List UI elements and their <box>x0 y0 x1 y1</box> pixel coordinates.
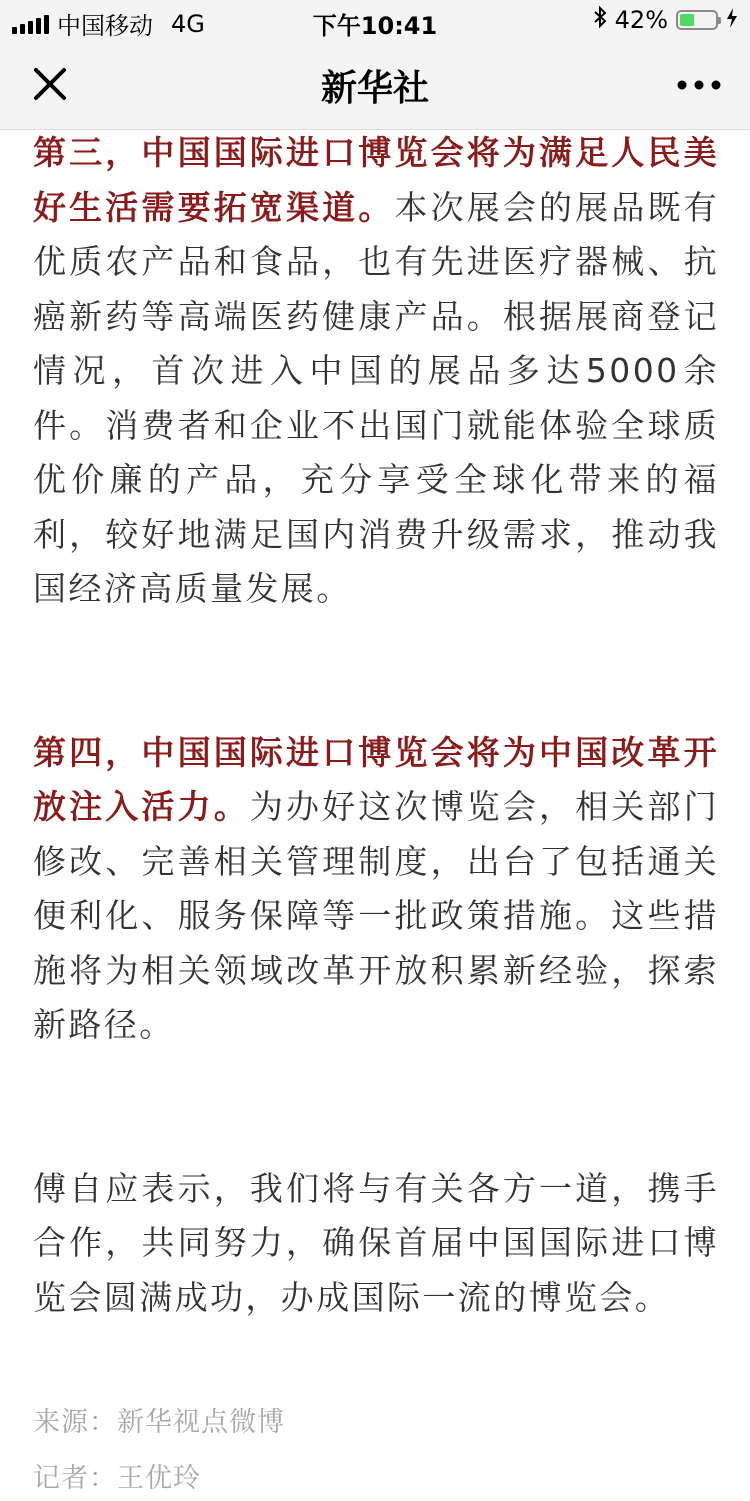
status-time: 下午10:41 <box>312 12 438 40</box>
article-source: 来源：新华视点微博 <box>33 1407 285 1438</box>
paragraph-third-body: 本次展会的展品既有优质农产品和食品，也有先进医疗器械、抗癌新药等高端医药健康产品。根据展商登记情况，首次进入中国的展品多达5000余件。消费者和企业不出国门就能体验全球质优价廉的产品，充分享受全球化带来的福利，较好地满足国内消费升级需求，推动我国经济高质量发展。 <box>33 187 720 608</box>
more-button[interactable] <box>674 70 724 100</box>
bolt-icon <box>726 6 738 34</box>
battery-fill <box>680 14 694 26</box>
article-reporter: 记者：王优玲 <box>33 1463 201 1494</box>
network-type: 4G <box>171 9 205 38</box>
bluetooth-icon <box>593 6 607 34</box>
paragraph-third <box>33 126 719 617</box>
status-bar <box>0 0 750 40</box>
more-dots-icon <box>674 70 724 100</box>
status-right-group <box>593 6 738 34</box>
paragraph-closing: 傅自应表示，我们将与有关各方一道，携手合作，共同努力，确保首届中国国际进口博览会圆满成功，办成国际一流的博览会。 <box>33 1168 719 1317</box>
battery-percent: 42% <box>614 6 668 34</box>
page-title: 新华社 <box>320 68 429 109</box>
nav-bar <box>0 40 750 130</box>
article-body <box>33 126 719 1501</box>
paragraph-fourth-body: 为办好这次博览会，相关部门修改、完善相关管理制度，出台了包括通关便利化、服务保障等一批政策措施。这些措施将为相关领域改革开放积累新经验，探索新路径。 <box>33 787 720 1044</box>
paragraph-third-heading: 第三，中国国际进口博览会将为满足人民美好生活需要拓宽渠道。 <box>33 133 719 227</box>
battery-icon <box>676 10 718 30</box>
paragraph-fourth-heading: 第四，中国国际进口博览会将为中国改革开放注入活力。 <box>33 732 719 826</box>
carrier-name: 中国移动 <box>57 12 153 40</box>
paragraph-fourth <box>33 726 719 1053</box>
